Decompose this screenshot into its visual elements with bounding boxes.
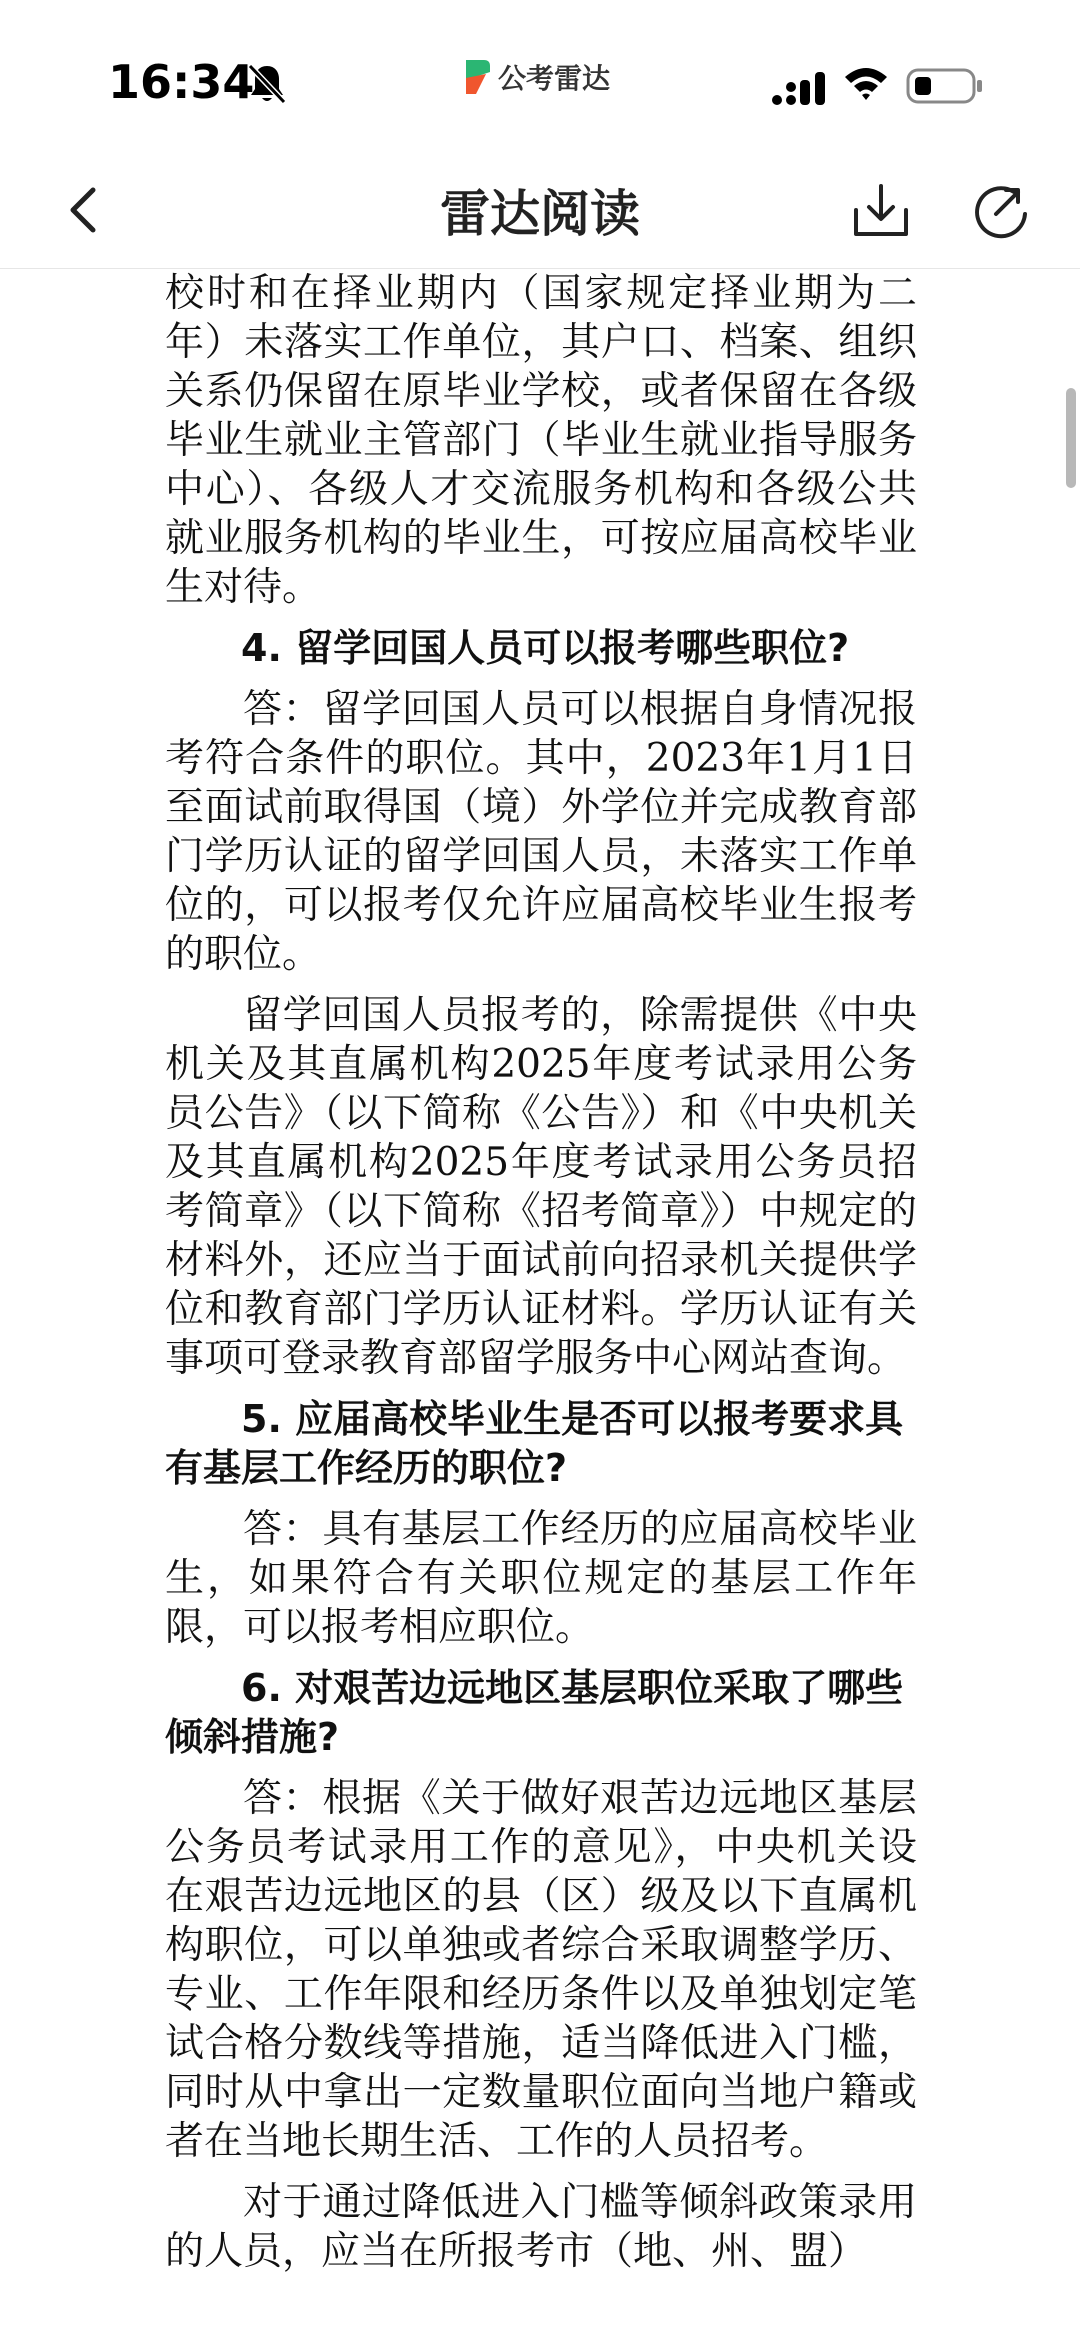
question-5-answer: 答：具有基层工作经历的应届高校毕业生，如果符合有关职位规定的基层工作年限，可以报考相应职位。: [165, 1507, 917, 1650]
bell-slash-icon: [246, 62, 288, 106]
article-body: [165, 268, 917, 2288]
scrollbar-thumb[interactable]: [1066, 388, 1076, 488]
question-6-paragraph-2: 对于通过降低进入门槛等倾斜政策录用的人员，应当在所报考市（地、州、盟）: [165, 2180, 917, 2274]
question-4-answer: 答：留学回国人员可以根据自身情况报考符合条件的职位。其中，2023年1月1日至面试前取得国（境）外学位并完成教育部门学历认证的留学回国人员，未落实工作单位的，可以报考仅允许应届高校毕业生报考的职位。: [165, 687, 917, 977]
question-4-paragraph-2: 留学回国人员报考的，除需提供《中央机关及其直属机构2025年度考试录用公务员公告》（以下简称《公告》）和《中央机关及其直属机构2025年度考试录用公务员招考简章》（以下简称《招考简章》）中规定的材料外，还应当于面试前向招录机关提供学位和教育部门学历认证材料。学历认证有关事项可登录教育部留学服务中心网站查询。: [165, 993, 917, 1381]
wifi-icon: [842, 64, 890, 104]
article-paragraph-partial: 校时和在择业期内（国家规定择业期为二年）未落实工作单位，其户口、档案、组织关系仍保留在原毕业学校，或者保留在各级毕业生就业主管部门（毕业生就业指导服务中心）、各级人才交流服务机构和各级公共就业服务机构的毕业生，可按应届高校毕业生对待。: [165, 271, 917, 610]
question-6-heading: 6. 对艰苦边远地区基层职位采取了哪些倾斜措施?: [165, 1666, 904, 1759]
question-4-heading: 4. 留学回国人员可以报考哪些职位?: [241, 626, 850, 670]
page-title: 雷达阅读: [440, 185, 640, 243]
download-icon[interactable]: [850, 180, 912, 242]
status-bar: [0, 0, 1080, 150]
question-6-answer: 答：根据《关于做好艰苦边远地区基层公务员考试录用工作的意见》，中央机关设在艰苦边远地区的县（区）级及以下直属机构职位，可以单独或者综合采取调整学历、专业、工作年限和经历条件以及单独划定笔试合格分数线等措施，适当降低进入门槛，同时从中拿出一定数量职位面向当地户籍或者在当地长期生活、工作的人员招考。: [165, 1776, 917, 2164]
signal-icon: [772, 70, 828, 106]
status-time: 16:34: [108, 55, 255, 109]
nav-bar: [0, 150, 1080, 269]
logo-mark-icon: [462, 58, 492, 96]
article-viewport[interactable]: [0, 268, 1080, 2348]
share-icon[interactable]: [970, 180, 1032, 242]
question-5-heading: 5. 应届高校毕业生是否可以报考要求具有基层工作经历的职位?: [165, 1397, 904, 1490]
battery-icon: [906, 66, 984, 106]
app-logo: [462, 55, 610, 99]
logo-text: 公考雷达: [498, 62, 611, 95]
